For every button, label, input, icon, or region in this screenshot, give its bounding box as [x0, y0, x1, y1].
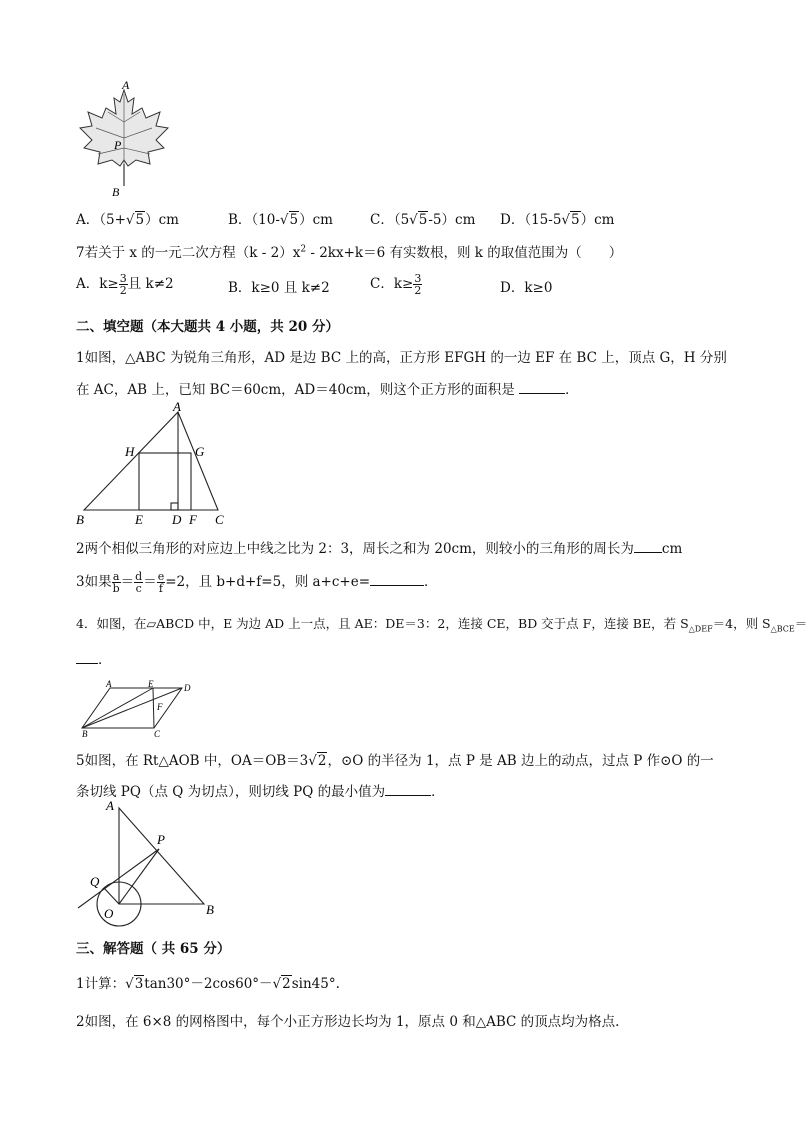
square-efgh: [139, 453, 191, 510]
fig1-label-d: D: [172, 512, 182, 527]
fig5-label-a: A: [106, 798, 114, 813]
fig1-label-a: A: [173, 399, 181, 414]
fig1-label-h: H: [125, 444, 135, 459]
fig1-label-c: C: [215, 512, 224, 527]
segment-ce: [153, 688, 154, 728]
section3-heading: 三、解答题（ 共 65 分）: [76, 941, 231, 957]
q3-text: 3如果 $\frac{a}{b}$ ＝ $\frac{d}{c}$ ＝ $\frac{e}{f}$ =2，且 b+d+f=5，则 a+c+e= ．: [76, 570, 438, 595]
fig4-label-c: C: [154, 729, 161, 739]
s1-text: 1计算：√3tan30°－2cos60°－√2sin45°.: [76, 976, 340, 992]
fig5-label-p: P: [157, 832, 165, 847]
fig5-label-q: Q: [90, 874, 100, 889]
fig1-label-f: F: [189, 512, 197, 527]
maple-label-p: P: [114, 138, 122, 152]
triangle-aob: [119, 808, 204, 904]
q6-option-c[interactable]: C．（5√5-5）cm: [370, 212, 476, 228]
q1-answer-blank[interactable]: [519, 393, 565, 394]
fig4-label-b: B: [82, 729, 88, 739]
q7-stem: 7若关于 x 的一元二次方程$(k - 2)x^2 - 2kx+k=6$ 有实数根，则 k 的取值范围为（ ）: [76, 244, 623, 261]
fig5-label-b: B: [206, 902, 214, 917]
right-triangle-circle-figure: [74, 800, 224, 922]
maple-label-a: A: [122, 78, 130, 92]
q6-option-b[interactable]: B．（10-√5）cm: [228, 212, 333, 228]
maple-leaf-figure: [76, 78, 176, 200]
q3-answer-blank[interactable]: [370, 585, 424, 586]
q7-option-b[interactable]: B．k≥0 且 k≠2: [228, 280, 330, 296]
q1-line2: 在 AC，AB 上，已知 BC＝60cm，AD＝40cm，则这个正方形的面积是 ．: [76, 382, 579, 398]
q6-option-d[interactable]: D．（15-5√5）cm: [500, 212, 615, 228]
fig4-label-d: D: [184, 683, 191, 693]
parallelogram-figure: [80, 678, 200, 738]
q1-line1: 1如图，△ABC 为锐角三角形，AD 是边 BC 上的高，正方形 EFGH 的一边 EF 在 BC 上，顶点 G，H 分别: [76, 350, 727, 366]
q7-option-d[interactable]: D．k≥0: [500, 280, 553, 296]
q4-line1: 4．如图，在▱ABCD 中，E 为边 AD 上一点，且 AE：DE＝3：2，连接 CE，BD 交于点 F，连接 BE，若 $S_{\triangle DEF}=4$，则 $S_{\triangle BCE}=$: [76, 616, 807, 634]
q5-line2: 条切线 PQ（点 Q 为切点），则切线 PQ 的最小值为 ．: [76, 784, 445, 800]
q2-text: 2两个相似三角形的对应边上中线之比为 2：3，周长之和为 20cm，则较小的三角形的周长为 cm: [76, 541, 683, 557]
q7-option-c[interactable]: C．k≥ $\frac{3}{2}$: [370, 272, 422, 297]
triangle-abc: [84, 412, 218, 510]
radius-oq: [104, 888, 119, 904]
fig4-label-f: F: [157, 702, 163, 712]
q7-option-a[interactable]: A．k≥ $\frac{3}{2}$ 且 k≠2: [76, 272, 174, 297]
maple-label-b: B: [112, 185, 120, 199]
section2-heading: 二、填空题（本大题共 4 小题，共 20 分）: [76, 319, 339, 335]
q5-line1: 5如图，在 Rt△AOB 中，OA＝OB＝3√2，⊙O 的半径为 1，点 P 是 AB 边上的动点，过点 P 作⊙O 的一: [76, 753, 714, 769]
fig1-label-e: E: [135, 512, 143, 527]
q2-answer-blank[interactable]: [634, 552, 662, 553]
fig4-label-e: E: [148, 679, 154, 689]
fig5-label-o: O: [104, 906, 114, 921]
fig4-label-a: A: [106, 679, 112, 689]
triangle-square-figure: [74, 399, 234, 528]
s2-text: 2如图，在 6×8 的网格图中，每个小正方形边长均为 1，原点 0 和△ABC 的顶点均为格点.: [76, 1014, 620, 1030]
q6-option-a[interactable]: A．（5+√5）cm: [76, 212, 179, 228]
fig1-label-b: B: [76, 512, 84, 527]
q4-line2: ．: [76, 648, 112, 668]
fig1-label-g: G: [195, 444, 205, 459]
q5-answer-blank[interactable]: [385, 795, 431, 796]
right-angle-mark: [171, 503, 178, 510]
segment-be: [82, 688, 153, 728]
q4-answer-blank[interactable]: [76, 663, 98, 664]
diagonal-bd: [82, 688, 182, 728]
